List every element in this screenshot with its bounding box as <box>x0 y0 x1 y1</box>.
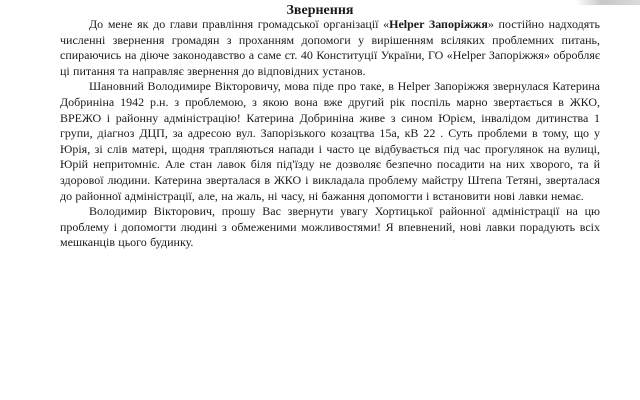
document-body <box>60 17 600 251</box>
organization-name: Helper Запоріжжя <box>389 17 488 31</box>
paragraph-problem: Шановний Володимире Вікторовичу, мова піде про таке, в Helper Запоріжжя звернулася Катерина Добриніна 1942 р.н. з проблемою, з якою вона вже другий рік поспіль марно звертається в ЖКО, ВРЕЖО і районну адміністрацію! Катерина Добриніна живе з сином Юрієм, інвалідом дитинства 1 групи, діагноз ДЦП, за адресою вул. Запорізького козацтва 15а, кВ 22 . Суть проблеми в тому, що у Юрія, зі слів матері, щодня трапляються напади і часто це відбувається під час прогулянок на вулиці, Юрій непритомніє. Але стан лавок біля під'їзду не дозволяє безпечно посадити на них хворого, та й здорової людини. Катерина зверталася в ЖКО і викладала проблему майстру Штепа Тетяні, зверталася до районної адміністрації, але, на жаль, ні часу, ні бажання допомогти і встановити нові лавки немає. <box>60 79 600 203</box>
document-title: Звернення <box>286 3 354 18</box>
intro-text-start: До мене як до глави правління громадської організації « <box>89 17 390 31</box>
intro-text-end: » постійно надходять численні звернення громадян з проханням допомоги у вирішенням всіляких проблемних питань, спираючись на діюче законодавство а саме ст. 40 Конституції України, ГО «Helper Запоріжжя» обробляє ці питання та направляє звернення до відповідних установ. <box>60 17 600 78</box>
paragraph-intro <box>60 17 600 79</box>
paragraph-request: Володимир Вікторович, прошу Вас звернути увагу Хортицької районної адміністрації на цю проблему і допомогти людині з обмеженими можливостями! Я впевнений, нові лавки порадують всіх мешканців цього будинку. <box>60 204 600 250</box>
